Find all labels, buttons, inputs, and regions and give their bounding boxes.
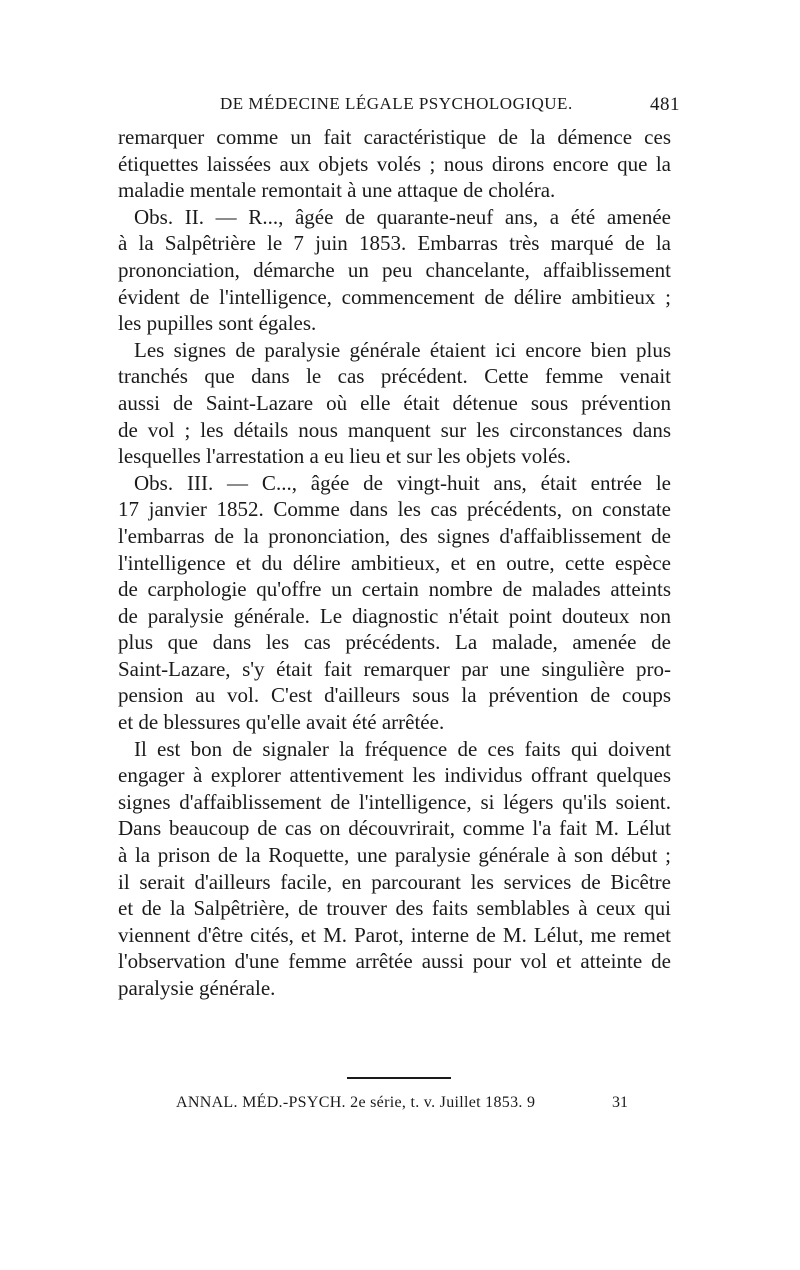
paragraph-start-line: Il est bon de signaler la fréquence de ces faits qui doivent xyxy=(134,736,671,761)
text-line: engager à explorer attentivement les individus offrant quelques xyxy=(118,763,671,788)
text-line: à la Salpêtrière le 7 juin 1853. Embarras très marqué de la xyxy=(118,231,671,256)
running-head-title: DE MÉDECINE LÉGALE PSYCHOLOGIQUE. xyxy=(220,94,573,113)
text-line: Saint-Lazare, s'y était fait remarquer par une singulière pro- xyxy=(118,656,671,681)
text-line: et de blessures qu'elle avait été arrêtée. xyxy=(118,710,445,735)
text-line: les pupilles sont égales. xyxy=(118,311,317,336)
text-line: de paralysie générale. Le diagnostic n'était point douteux non xyxy=(118,603,671,628)
text-line: tranchés que dans le cas précédent. Cette femme venait xyxy=(118,364,671,389)
text-line: et de la Salpêtrière, de trouver des faits semblables à ceux qui xyxy=(118,896,671,921)
running-head xyxy=(200,94,680,120)
journal-reference: ANNAL. MÉD.-PSYCH. 2e série, t. v. Juillet 1853. 9 xyxy=(176,1094,536,1111)
text-line: de vol ; les détails nous manquent sur les circonstances dans xyxy=(118,417,671,442)
text-line: à la prison de la Roquette, une paralysie générale à son début ; xyxy=(118,843,671,868)
footer xyxy=(176,1094,628,1116)
text-line: pension au vol. C'est d'ailleurs sous la prévention de coups xyxy=(118,683,671,708)
observation-heading-line: Obs. III. — C..., âgée de vingt-huit ans, était entrée le xyxy=(134,470,671,495)
text-line: l'intelligence et du délire ambitieux, et en outre, cette espèce xyxy=(118,550,671,575)
observation-heading-line: Obs. II. — R..., âgée de quarante-neuf ans, a été amenée xyxy=(134,204,671,229)
body-text xyxy=(118,124,671,1002)
text-line: maladie mentale remontait à une attaque de choléra. xyxy=(118,178,556,203)
text-line: prononciation, démarche un peu chancelante, affaiblissement xyxy=(118,257,671,282)
text-line: 17 janvier 1852. Comme dans les cas précédents, on constate xyxy=(118,497,671,522)
text-line: il serait d'ailleurs facile, en parcourant les services de Bicêtre xyxy=(118,869,671,894)
page-number: 481 xyxy=(650,94,680,115)
text-line: l'embarras de la prononciation, des signes d'affaiblissement de xyxy=(118,523,671,548)
text-line: Dans beaucoup de cas on découvrirait, comme l'a fait M. Lélut xyxy=(118,816,671,841)
text-line: de carphologie qu'offre un certain nombre de malades atteints xyxy=(118,577,671,602)
signature-number: 31 xyxy=(612,1094,628,1111)
text-line: l'observation d'une femme arrêtée aussi pour vol et atteinte de xyxy=(118,949,671,974)
text-line: signes d'affaiblissement de l'intelligence, si légers qu'ils soient. xyxy=(118,789,671,814)
text-line: évident de l'intelligence, commencement de délire ambitieux ; xyxy=(118,284,671,309)
text-line: aussi de Saint-Lazare où elle était détenue sous prévention xyxy=(118,390,671,415)
text-line: paralysie générale. xyxy=(118,976,276,1000)
footer-rule xyxy=(347,1077,451,1079)
text-line: plus que dans les cas précédents. La malade, amenée de xyxy=(118,630,671,655)
text-line: étiquettes laissées aux objets volés ; nous dirons encore que la xyxy=(118,151,671,176)
text-line: lesquelles l'arrestation a eu lieu et sur les objets volés. xyxy=(118,444,571,469)
text-line: viennent d'être cités, et M. Parot, interne de M. Lélut, me remet xyxy=(118,922,671,947)
paragraph-start-line: Les signes de paralysie générale étaient ici encore bien plus xyxy=(134,337,671,362)
text-line: remarquer comme un fait caractéristique de la démence ces xyxy=(118,125,671,149)
